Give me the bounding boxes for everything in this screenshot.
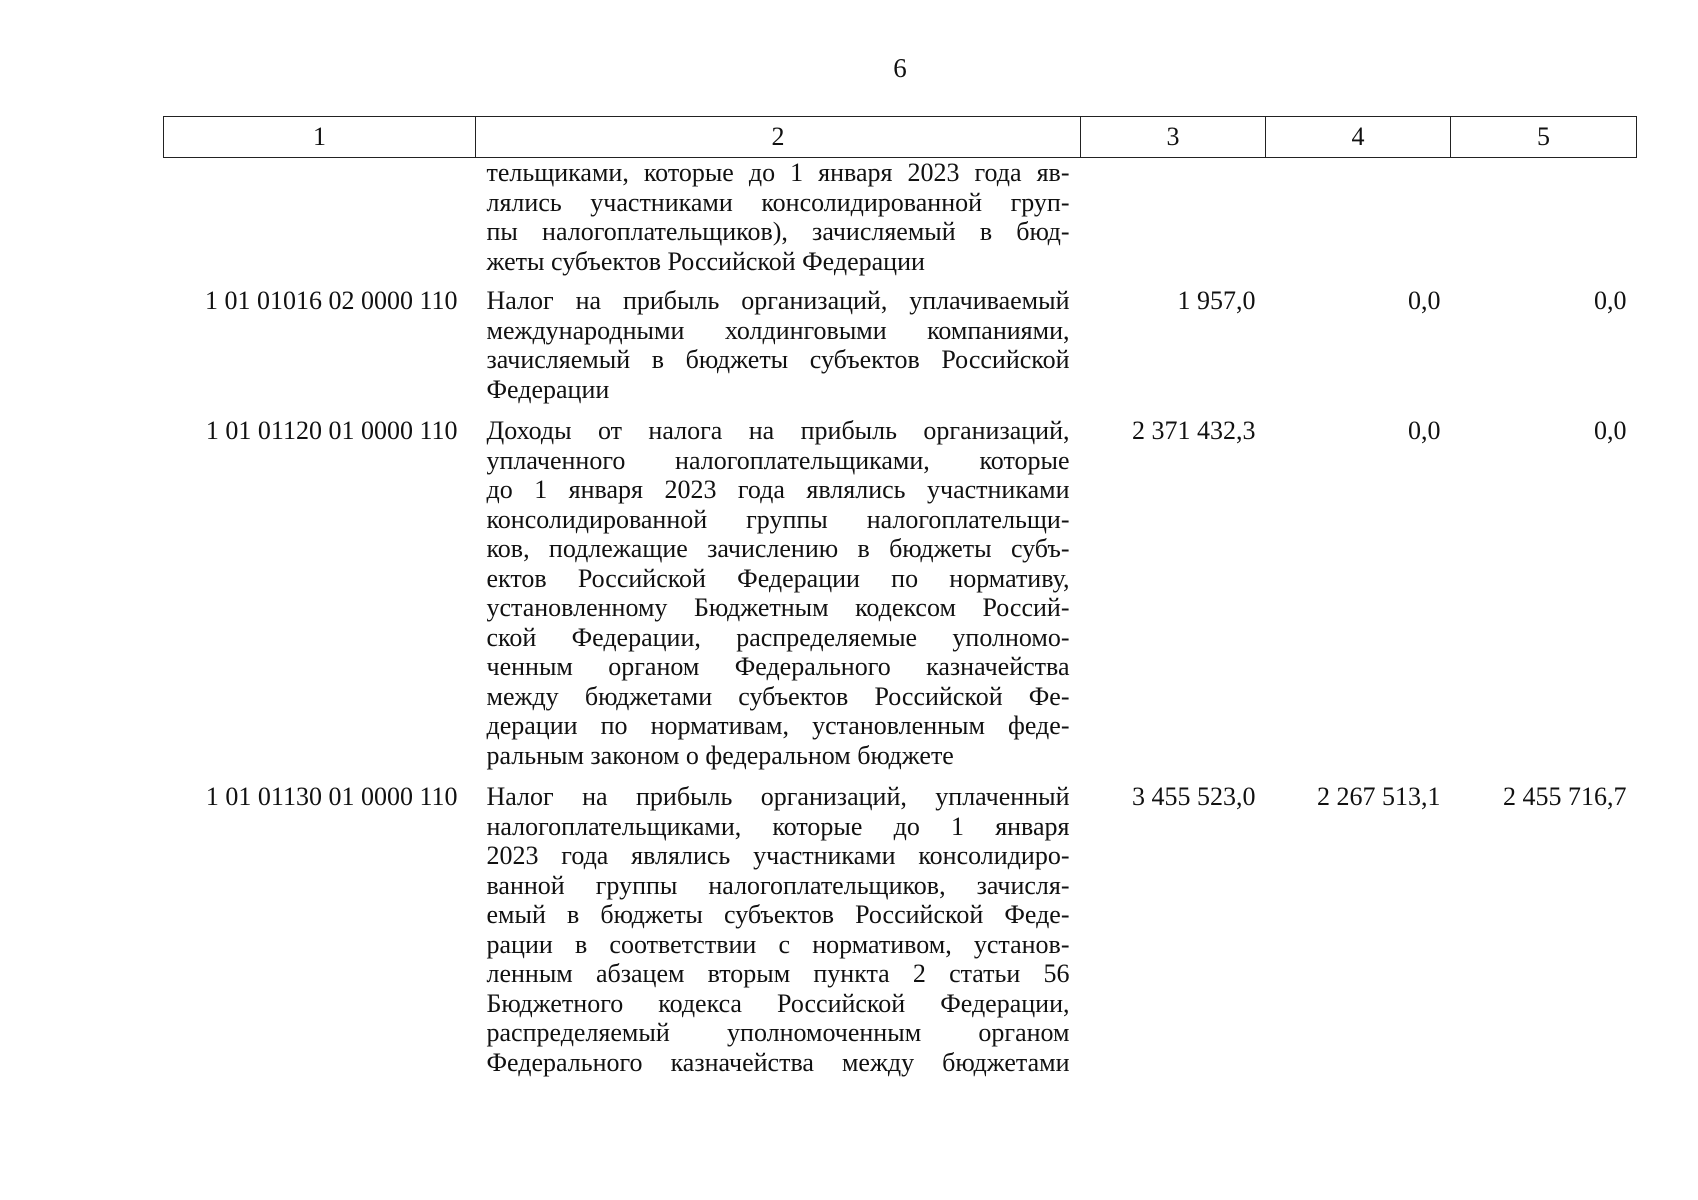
table-header bbox=[164, 117, 1637, 158]
row-code: 1 01 01130 01 0000 110 bbox=[205, 782, 458, 811]
column-header-4: 4 bbox=[1266, 117, 1451, 158]
description-line: дерации по нормативам, установленным феде- bbox=[486, 711, 1070, 740]
row-description bbox=[476, 276, 1081, 404]
description-line: зачисляемый в бюджеты субъектов Российской bbox=[486, 345, 1070, 374]
description-line: налогоплательщиками, которые до 1 января bbox=[486, 811, 1070, 841]
description-line: жеты субъектов Российской Федерации bbox=[486, 246, 925, 276]
table-row bbox=[164, 404, 1637, 770]
column-header-3: 3 bbox=[1081, 117, 1266, 158]
description-line: ванной группы налогоплательщиков, зачисля- bbox=[486, 870, 1070, 900]
description-line: между бюджетами субъектов Российской Фе- bbox=[486, 681, 1070, 711]
table-header-row bbox=[164, 117, 1637, 158]
description-line: международными холдинговыми компаниями, bbox=[486, 315, 1070, 345]
table-body bbox=[164, 158, 1637, 1078]
description-line: 2023 года являлись участниками консолидиро- bbox=[486, 841, 1070, 870]
budget-table bbox=[163, 116, 1637, 1077]
description-line: ченным органом Федерального казначейства bbox=[486, 652, 1070, 681]
row-value-col4: 0,0 bbox=[1408, 286, 1441, 315]
row-code: 1 01 01016 02 0000 110 bbox=[204, 286, 458, 315]
row-value-col3: 3 455 523,0 bbox=[1132, 782, 1256, 811]
column-header-2: 2 bbox=[476, 117, 1081, 158]
description-line: тельщиками, которые до 1 января 2023 года яв- bbox=[486, 158, 1070, 187]
description-line: до 1 января 2023 года являлись участниками bbox=[486, 475, 1070, 504]
description-line: Налог на прибыль организаций, уплаченный bbox=[486, 782, 1070, 811]
row-description bbox=[476, 770, 1081, 1077]
description-line: Доходы от налога на прибыль организаций, bbox=[486, 416, 1070, 445]
row-value-col5: 0,0 bbox=[1594, 286, 1627, 315]
description-line: ленным абзацем вторым пункта 2 статьи 56 bbox=[486, 959, 1070, 988]
description-line: ральным законом о федеральном бюджете bbox=[486, 740, 954, 770]
page-number: 6 bbox=[893, 53, 907, 83]
row-code: 1 01 01120 01 0000 110 bbox=[205, 416, 458, 445]
row-value-col5: 2 455 716,7 bbox=[1503, 782, 1627, 811]
description-line: Федерального казначейства между бюджетами bbox=[486, 1047, 1070, 1077]
description-line: установленному Бюджетным кодексом Россий- bbox=[486, 593, 1070, 622]
description-line: уплаченного налогоплательщиками, которые bbox=[486, 445, 1070, 475]
description-line: лялись участниками консолидированной груп- bbox=[486, 187, 1070, 217]
description-line: ской Федерации, распределяемые уполномо- bbox=[486, 622, 1070, 652]
row-description bbox=[476, 158, 1081, 277]
row-value-col3 bbox=[1081, 158, 1266, 277]
column-header-5: 5 bbox=[1451, 117, 1637, 158]
description-line: консолидированной группы налогоплательщи- bbox=[486, 504, 1070, 534]
description-line: Бюджетного кодекса Российской Федерации, bbox=[486, 988, 1070, 1018]
table-row bbox=[164, 276, 1637, 404]
row-value-col3: 1 957,0 bbox=[1177, 286, 1256, 315]
description-line: ков, подлежащие зачислению в бюджеты субъ- bbox=[486, 534, 1070, 563]
description-line: распределяемый уполномоченным органом bbox=[486, 1018, 1070, 1047]
description-line: ектов Российской Федерации по нормативу, bbox=[486, 563, 1070, 593]
row-code bbox=[164, 158, 476, 277]
description-line: рации в соответствии с нормативом, установ- bbox=[486, 929, 1070, 959]
row-value-col3: 2 371 432,3 bbox=[1132, 416, 1256, 445]
description-line: пы налогоплательщиков), зачисляемый в бюд- bbox=[486, 217, 1070, 246]
description-line: Федерации bbox=[486, 374, 610, 404]
description-line: емый в бюджеты субъектов Российской Феде- bbox=[486, 900, 1070, 929]
table-row bbox=[164, 158, 1637, 277]
column-header-1: 1 bbox=[164, 117, 476, 158]
row-value-col5: 0,0 bbox=[1594, 416, 1627, 445]
row-description bbox=[476, 404, 1081, 770]
description-line: Налог на прибыль организаций, уплачиваемый bbox=[486, 286, 1070, 315]
row-value-col5 bbox=[1451, 158, 1637, 277]
row-value-col4 bbox=[1266, 158, 1451, 277]
row-value-col4: 0,0 bbox=[1408, 416, 1441, 445]
table-row bbox=[164, 770, 1637, 1077]
row-value-col4: 2 267 513,1 bbox=[1317, 782, 1441, 811]
